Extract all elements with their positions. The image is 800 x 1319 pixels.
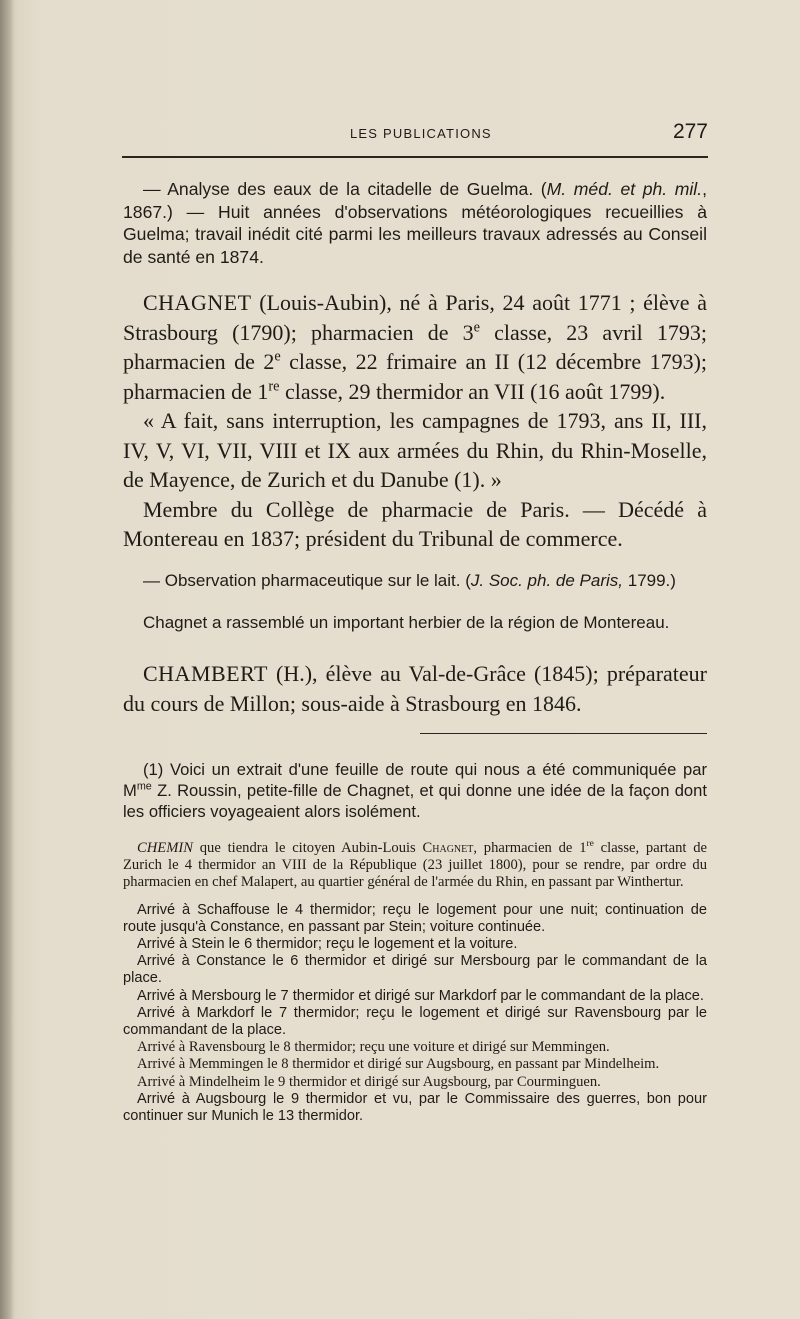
chambert-name: CHAMBERT <box>143 661 268 686</box>
chagnet-name: CHAGNET <box>143 290 252 315</box>
sup-e: e <box>473 319 480 336</box>
itinerary-line: Arrivé à Stein le 6 thermidor; reçu le logement et la voiture. <box>137 936 518 953</box>
itinerary-gap <box>123 892 707 902</box>
chemin-a: que tiendra le citoyen Aubin-Louis <box>192 840 423 856</box>
running-title: LES PUBLICATIONS <box>350 126 492 141</box>
itinerary-heading <box>123 840 707 892</box>
chagnet-bio <box>123 288 707 406</box>
intro-text-a: — Analyse des eaux de la citadelle de Guelma. ( <box>143 179 547 199</box>
chemin-name: Chagnet <box>422 840 474 856</box>
chemin-lead: CHEMIN <box>137 840 193 856</box>
sup-me: me <box>136 780 152 793</box>
sup-re: re <box>268 378 280 395</box>
chagnet-quote: « A fait, sans interruption, les campagnes de 1793, ans II, III, IV, V, VI, VII, VIII et IX aux armées du Rhin, du Rhin-Moselle, de Mayence, de Zurich et du Danube (1). » <box>123 408 707 492</box>
obs-text-a: — Observation pharmaceutique sur le lait. ( <box>143 571 471 590</box>
itinerary-line: Arrivé à Mersbourg le 7 thermidor et dirigé sur Markdorf par le commandant de la place. <box>137 987 704 1004</box>
chagnet-bio-a: (Louis-Aubin), né à Paris, 24 août 1771 ; élève à Strasbourg (1790); pharmacien de 3 <box>123 290 707 345</box>
itinerary-line: Arrivé à Markdorf le 7 thermidor; reçu le logement et dirigé sur Ravensbourg par le commandant de la place. <box>123 1004 707 1039</box>
intro-paragraph <box>123 178 707 268</box>
itinerary-line: Arrivé à Mindelheim le 9 thermidor et dirigé sur Augsbourg, par Courminguen. <box>137 1073 601 1090</box>
footnote-intro-b: Z. Roussin, petite-fille de Chagnet, et qui donne une idée de la façon dont les officiers voyageaient alors isolément. <box>123 780 707 821</box>
entry-chagnet <box>123 288 707 554</box>
footnote-itinerary <box>123 840 707 1125</box>
obs-reference: J. Soc. ph. de Paris, <box>470 571 624 590</box>
itinerary-line: Arrivé à Memmingen le 8 thermidor et dirigé sur Augsbourg, en passant par Mindelheim. <box>137 1056 660 1073</box>
chagnet-member: Membre du Collège de pharmacie de Paris. — Décédé à Montereau en 1837; président du Tribunal de commerce. <box>123 496 707 551</box>
chambert-bio: (H.), élève au Val-de-Grâce (1845); préparateur du cours de Millon; sous-aide à Strasbourg en 1846. <box>123 661 707 716</box>
chagnet-bio-c: classe, 22 frimaire an II (12 décembre 1793); pharmacien de 1 <box>123 349 708 404</box>
itinerary-line: Arrivé à Ravensbourg le 8 thermidor; reçu une voiture et dirigé sur Memmingen. <box>137 1039 610 1056</box>
obs-text-b: 1799.) <box>623 571 676 590</box>
itinerary-line: Arrivé à Augsbourg le 9 thermidor et vu, par le Commissaire des guerres, bon pour continuer sur Munich le 13 thermidor. <box>123 1090 707 1125</box>
chemin-c: classe, partant de Zurich le 4 thermidor an VIII de la République (23 juillet 1800), pour se rendre, par ordre du pharmacien en chef Malapert, au quartier général de l'armée du Rhin, en passant par Winthertur. <box>123 840 708 891</box>
page-number: 277 <box>672 120 708 143</box>
sup-e-2: e <box>274 348 281 365</box>
footnote-intro <box>123 760 707 822</box>
chagnet-bio-d: classe, 29 thermidor an VII (16 août 1799). <box>279 378 666 404</box>
entry-chambert <box>123 659 707 718</box>
intro-text-b: , 1867.) — Huit années d'observations météorologiques recueillies à Guelma; travail inédit cité parmi les meilleurs travaux adressés au Conseil de santé en 1874. <box>123 179 707 267</box>
footnote-rule <box>420 733 707 734</box>
page-header <box>120 122 708 152</box>
intro-reference: M. méd. et ph. mil. <box>546 179 703 199</box>
itinerary-line: Arrivé à Schaffouse le 4 thermidor; reçu le logement pour une nuit; continuation de route jusqu'à Constance, en passant par Stein; voiture continuée. <box>123 901 707 935</box>
chagnet-observation <box>123 570 707 592</box>
book-spine-shadow <box>0 0 14 1319</box>
header-rule <box>122 156 708 158</box>
chagnet-bio-b: classe, 23 avril 1793; pharmacien de 2 <box>123 319 707 374</box>
itinerary-line: Arrivé à Constance le 6 thermidor et dirigé sur Mersbourg par le commandant de la place. <box>123 953 707 987</box>
chemin-b: , pharmacien de 1 <box>473 840 587 856</box>
chemin-sup: re <box>586 839 594 850</box>
chagnet-herbier: Chagnet a rassemblé un important herbier de la région de Montereau. <box>143 613 670 632</box>
footnote-intro-a: (1) Voici un extrait d'une feuille de route qui nous a été communiquée par M <box>123 760 707 800</box>
